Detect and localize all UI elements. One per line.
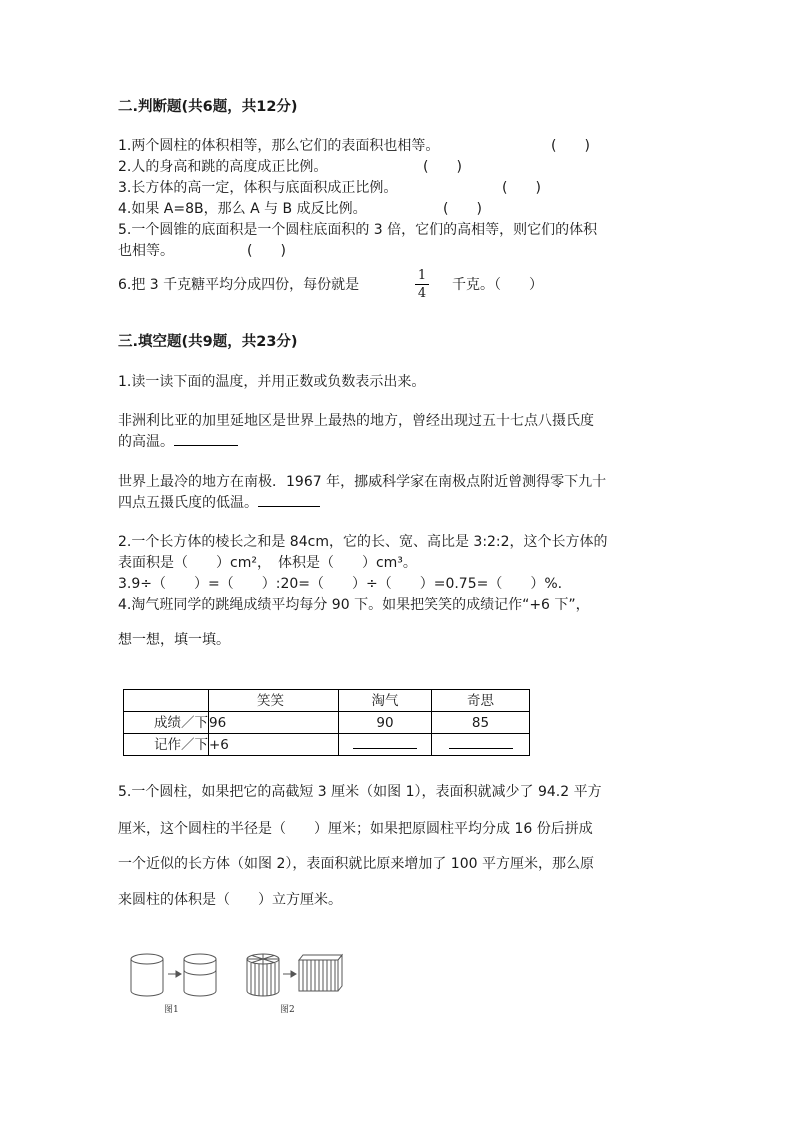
q3-4-line1: 4.淘气班同学的跳绳成绩平均每分 90 下。如果把笑笑的成绩记作“+6 下”，	[118, 597, 590, 613]
q2-2-text: 2.人的身高和跳的高度成正比例。	[118, 159, 328, 175]
q3-2-line1: 2.一个长方体的棱长之和是 84cm，它的长、宽、高比是 3:2:2，这个长方体的	[118, 534, 608, 550]
q2-5-line1: 5.一个圆锥的底面积是一个圆柱底面积的 3 倍，它们的高相等，则它们的体积	[118, 222, 598, 238]
q2-5-line2: 也相等。	[118, 243, 174, 259]
q2-4-text: 4.如果 A=8B，那么 A 与 B 成反比例。	[118, 201, 367, 217]
q2-6-text-after: 千克。（ ）	[452, 277, 543, 293]
score-table	[123, 689, 530, 756]
q3-2-line2: 表面积是（ ）cm²， 体积是（ ）cm³。	[118, 555, 417, 571]
q3-5-line4: 来圆柱的体积是（ ）立方厘米。	[118, 892, 342, 908]
table-cell: 96	[209, 712, 339, 734]
table-row	[124, 734, 530, 756]
figure2-cylinder-rearranged-diagram	[244, 950, 348, 1016]
q3-5-line3: 一个近似的长方体（如图 2），表面积就比原来增加了 100 平方厘米，那么原	[118, 856, 594, 872]
table-header-cell: 奇思	[432, 690, 530, 712]
fraction-bar	[415, 284, 429, 285]
fraction-denominator: 4	[417, 286, 427, 301]
fraction-numerator: 1	[417, 268, 427, 283]
figure1-cylinder-diagram	[128, 950, 228, 1016]
table-row	[124, 712, 530, 734]
q3-1-intro: 1.读一读下面的温度，并用正数或负数表示出来。	[118, 374, 426, 390]
table-cell-blank[interactable]	[339, 734, 432, 756]
table-cell: 90	[339, 712, 432, 734]
q3-5-line1: 5.一个圆柱，如果把它的高截短 3 厘米（如图 1），表面积就减少了 94.2 平方	[118, 784, 602, 800]
q3-1a-line2-text: 的高温。	[118, 434, 174, 450]
q3-1a-answer-blank[interactable]	[174, 433, 238, 446]
q3-1b-line1: 世界上最冷的地方在南极．1967 年，挪威科学家在南极点附近曾测得零下九十	[118, 474, 607, 490]
q3-1b-line2	[118, 494, 320, 512]
table-header-cell	[124, 690, 209, 712]
q2-1-answer-paren[interactable]: ( )	[551, 138, 590, 154]
table-cell: 成绩／下	[124, 712, 209, 734]
q2-3-answer-paren[interactable]: ( )	[502, 180, 541, 196]
q3-1b-answer-blank[interactable]	[258, 494, 320, 507]
section3-heading: 三.填空题(共9题，共23分)	[118, 334, 298, 350]
q2-6-text: 6.把 3 千克糖平均分成四份，每份就是	[118, 277, 360, 293]
figure2-caption: 图2	[280, 1005, 295, 1015]
q3-3-text: 3.9÷（ ）=（ ）:20=（ ）÷（ ）=0.75=（ ）%.	[118, 576, 563, 592]
q2-3-text: 3.长方体的高一定，体积与底面积成正比例。	[118, 180, 398, 196]
table-cell: 85	[432, 712, 530, 734]
q3-1a-line1: 非洲利比亚的加里延地区是世界上最热的地方，曾经出现过五十七点八摄氏度	[118, 413, 594, 429]
section2-heading: 二.判断题(共6题，共12分)	[118, 99, 298, 115]
q3-5-line2: 厘米，这个圆柱的半径是（ ）厘米；如果把原圆柱平均分成 16 份后拼成	[118, 821, 593, 837]
table-header-row	[124, 690, 530, 712]
table-cell-blank[interactable]	[432, 734, 530, 756]
q3-4-line2: 想一想，填一填。	[118, 632, 230, 648]
q2-1-text: 1.两个圆柱的体积相等，那么它们的表面积也相等。	[118, 138, 440, 154]
q3-1a-line2	[118, 433, 238, 451]
table-header-cell: 笑笑	[209, 690, 339, 712]
answer-blank[interactable]	[449, 736, 513, 749]
q2-5-answer-paren[interactable]: ( )	[247, 243, 286, 259]
figure1-caption: 图1	[164, 1005, 179, 1015]
table-header-cell: 淘气	[339, 690, 432, 712]
q3-1b-line2-text: 四点五摄氏度的低温。	[118, 495, 258, 511]
fraction-one-quarter	[413, 268, 431, 301]
table-cell: +6	[209, 734, 339, 756]
table-cell: 记作／下	[124, 734, 209, 756]
q2-4-answer-paren[interactable]: ( )	[443, 201, 482, 217]
q2-2-answer-paren[interactable]: ( )	[423, 159, 462, 175]
answer-blank[interactable]	[353, 736, 417, 749]
